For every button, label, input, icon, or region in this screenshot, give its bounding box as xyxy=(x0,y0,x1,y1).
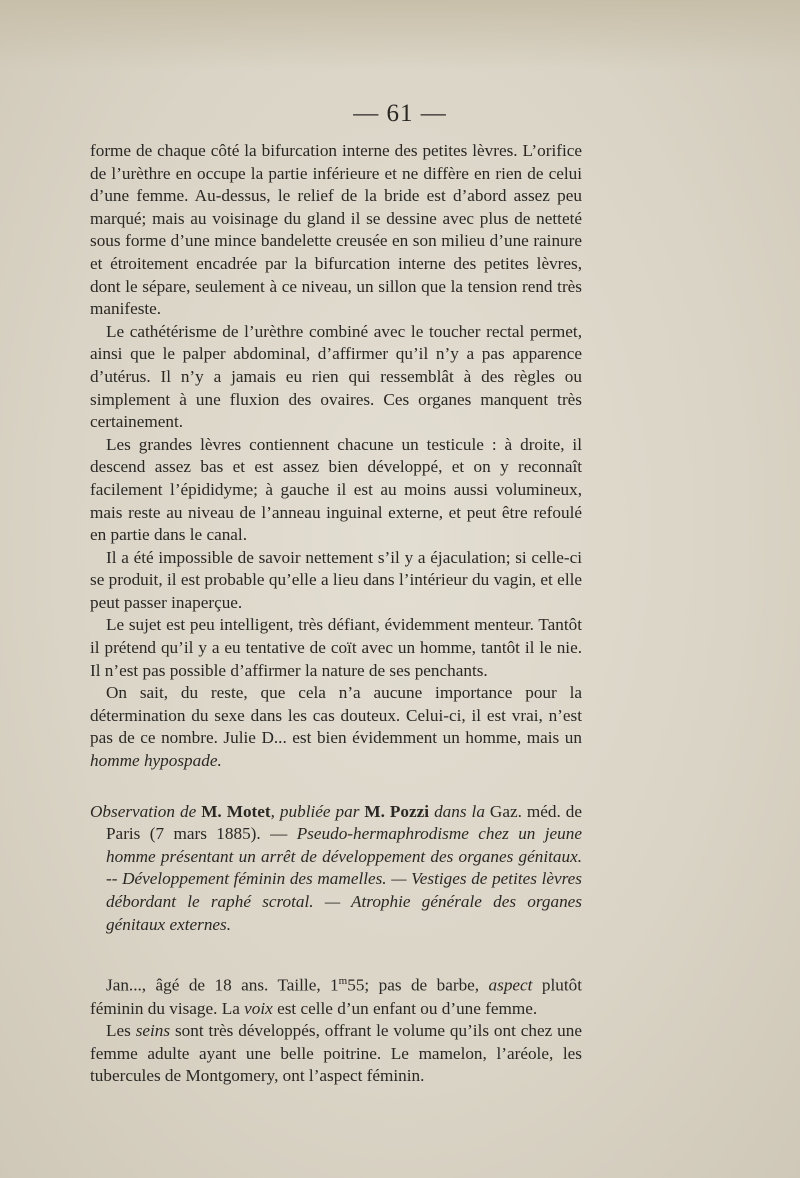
obs-mid: , publiée par xyxy=(270,801,365,821)
case2-text-b: sont très développés, offrant le volume qu’ils ont chez une femme adulte ayant une belle poitrine. Le mamelon, l’aréole, les tubercules de Montgomery, ont l’aspect féminin. xyxy=(90,1021,582,1086)
page-body xyxy=(90,140,582,1088)
case-paragraph-1 xyxy=(90,970,582,1020)
case-italic-voix: voix xyxy=(244,998,273,1018)
case-text-b: 55; pas de barbe, xyxy=(347,975,489,995)
paragraph-6-italic: homme hypospade. xyxy=(90,751,222,771)
obs-author-1: M. Motet xyxy=(201,801,271,821)
paragraph-6 xyxy=(90,682,582,772)
case-text-c: plutôt féminin du visage. La xyxy=(90,975,582,1018)
paragraph-5: Le sujet est peu intelligent, très défiant, évidemment menteur. Tantôt il prétend qu’il y a eu tentative de coït avec un homme, tantôt il le nie. Il n’est pas possible d’affirmer la nature de ses penchants. xyxy=(90,615,582,680)
case2-italic-seins: seins xyxy=(135,1021,171,1041)
case-italic-aspect: aspect xyxy=(488,975,533,995)
case-text-d: est celle d’un enfant ou d’une femme. xyxy=(272,998,538,1018)
paragraph-6-text: On sait, du reste, que cela n’a aucune importance pour la détermination du sexe dans les cas douteux. Celui-ci, il est vrai, n’est pas de ce nombre. Julie D... est bien évidemment un homme, mais un xyxy=(90,683,582,748)
case-paragraph-2 xyxy=(90,1020,582,1088)
case-sup: m xyxy=(338,975,348,988)
paragraph-2: Le cathétérisme de l’urèthre combiné avec le toucher rectal permet, ainsi que le palper abdominal, d’affirmer qu’il n’y a pas apparence d’utérus. Il n’y a jamais eu rien qui ressemblât à des règles ou simplement à une fluxion des ovaires. Ces organes manquent très certainement. xyxy=(90,321,582,432)
paper-stain xyxy=(0,0,800,70)
obs-author-2: M. Pozzi xyxy=(364,801,430,821)
case2-text-a: Les xyxy=(106,1021,136,1041)
paragraph-1: forme de chaque côté la bifurcation interne des petites lèvres. L’orifice de l’urèthre en occupe la partie inférieure et ne diffère en rien de celui d’une femme. Au-dessus, le relief de la bride est d’abord assez peu marqué; mais au voisinage du gland il se dessine avec plus de netteté sous forme d’une mince bandelette creusée en son milieu d’une rainure et étroitement encadrée par la bifurcation interne des petites lèvres, dont le sépare, seulement à ce niveau, un sillon que la tension rend très manifeste. xyxy=(90,141,582,319)
page-number: — 61 — xyxy=(353,100,447,127)
observation-heading xyxy=(90,801,582,937)
obs-dans: dans la xyxy=(429,801,490,821)
paragraph-4: Il a été impossible de savoir nettement s’il y a éjaculation; si celle-ci se produit, il est probable qu’elle a lieu dans l’intérieur du vagin, et elle peut passer inaperçue. xyxy=(90,547,582,612)
obs-title: Pseudo-hermaphrodisme chez un jeune homme présentant un arrêt de développement des organes génitaux. -- Développement féminin des mamelles. — Vestiges de petites lèvres débordant le raphé scrotal. — Atrophie générale des organes génitaux externes. xyxy=(106,824,582,934)
obs-lead: Observation de xyxy=(90,801,202,821)
paragraph-3: Les grandes lèvres contiennent chacune un testicule : à droite, il descend assez bas et est assez bien développé, et on y reconnaît facilement l’épididyme; à gauche il est au moins aussi volumineux, mais reste au niveau de l’anneau inguinal externe, et peut être refoulé en partie dans le canal. xyxy=(90,434,582,545)
case-text-a: Jan..., âgé de 18 ans. Taille, 1 xyxy=(106,975,339,995)
obs-journal: Gaz. méd. de Paris (7 mars 1885). — xyxy=(106,801,583,844)
